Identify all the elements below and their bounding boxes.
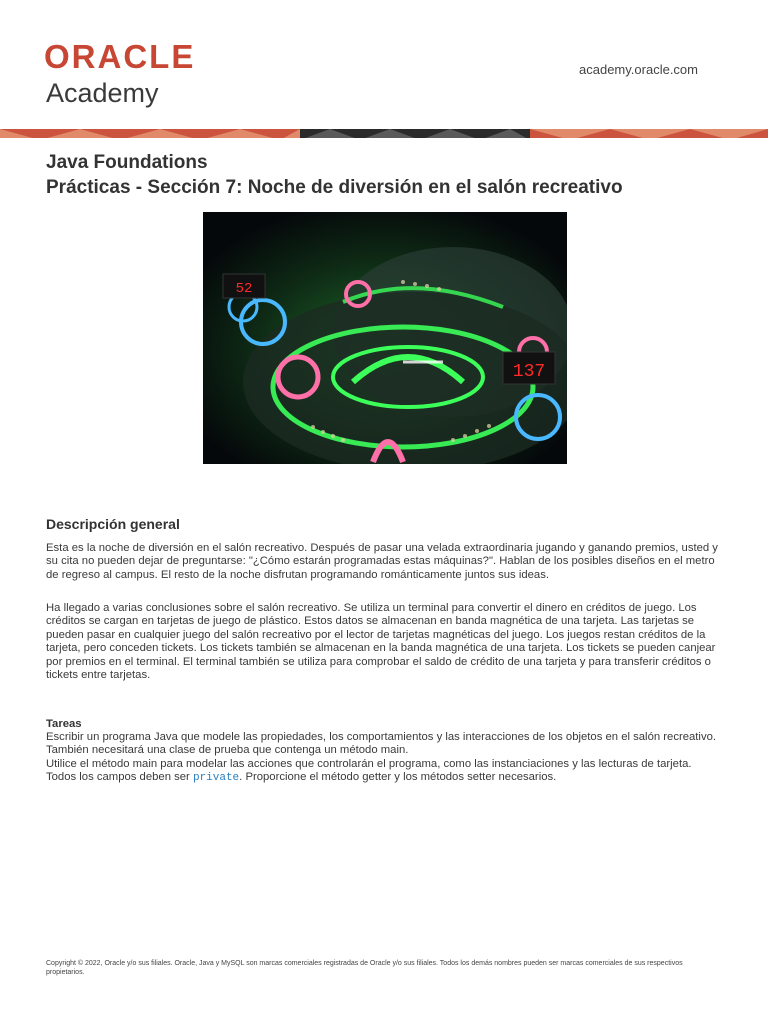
task-line-3 <box>46 771 726 785</box>
decorative-banner <box>0 127 768 138</box>
overview-paragraph-2: Ha llegado a varias conclusiones sobre el salón recreativo. Se utiliza un terminal para convertir el dinero en créditos de juego. Los créditos se cargan en tarjetas de juego de plástico. Estos datos se almacenan en banda magnética de una tarjeta. Las tarjetas se pueden pasar en cualquier juego del salón recreativo por el lector de tarjetas magnéticas del juego. Los juegos restan créditos de la tarjeta, pero conceden tickets. Los tickets también se almacenan en la banda magnética de una tarjeta. Los tickets se pueden canjear por premios en el terminal. El terminal también se utiliza para comprobar el saldo de crédito de una tarjeta y para transferir créditos o tickets entre tarjetas. <box>46 602 716 682</box>
site-url-link[interactable]: academy.oracle.com <box>579 62 698 77</box>
banner-pattern <box>0 129 768 138</box>
tasks-heading: Tareas <box>46 718 82 730</box>
course-title: Java Foundations <box>46 152 208 173</box>
score-digits-right: 137 <box>512 362 546 382</box>
academy-logo-text: Academy <box>46 78 159 108</box>
copyright-footer: Copyright © 2022, Oracle y/o sus filiales. Oracle, Java y MySQL son marcas comerciales registradas de Oracle y/o sus filiales. Todos los demás nombres pueden ser marcas comerciales de sus respectivos propietarios. <box>46 960 683 976</box>
document-title <box>46 150 623 200</box>
arcade-hero-image <box>203 212 567 464</box>
task-line-1: Escribir un programa Java que modele las propiedades, los comportamientos y las interacciones de los objetos en el salón recreativo. También necesitará una clase de prueba que contenga un método main. <box>46 731 717 757</box>
tasks-body <box>46 731 726 786</box>
score-digits-left: 52 <box>235 281 253 297</box>
overview-heading: Descripción general <box>46 516 180 532</box>
overview-paragraph-1: Esta es la noche de diversión en el salón recreativo. Después de pasar una velada extraordinaria jugando y ganando premios, usted y su cita no pueden dejar de preguntarse: "¿Cómo estarán programadas estas máquinas?". Hablan de los posibles diseños en el metro de regreso al campus. El resto de la noche disfrutan programando románticamente juntos sus ideas. <box>46 542 718 581</box>
private-keyword-code: private <box>192 772 240 785</box>
section-title: Prácticas - Sección 7: Noche de diversión en el salón recreativo <box>46 177 623 198</box>
arcade-neon-illustration <box>203 212 567 464</box>
task-line-3-prefix: Todos los campos deben ser <box>46 771 193 784</box>
task-line-3-suffix: . Proporcione el método getter y los métodos setter necesarios. <box>239 771 557 784</box>
oracle-logo: ORACLE <box>44 38 196 75</box>
task-line-2: Utilice el método main para modelar las acciones que controlarán el programa, como las instanciaciones y las lecturas de tarjeta. <box>46 757 692 770</box>
